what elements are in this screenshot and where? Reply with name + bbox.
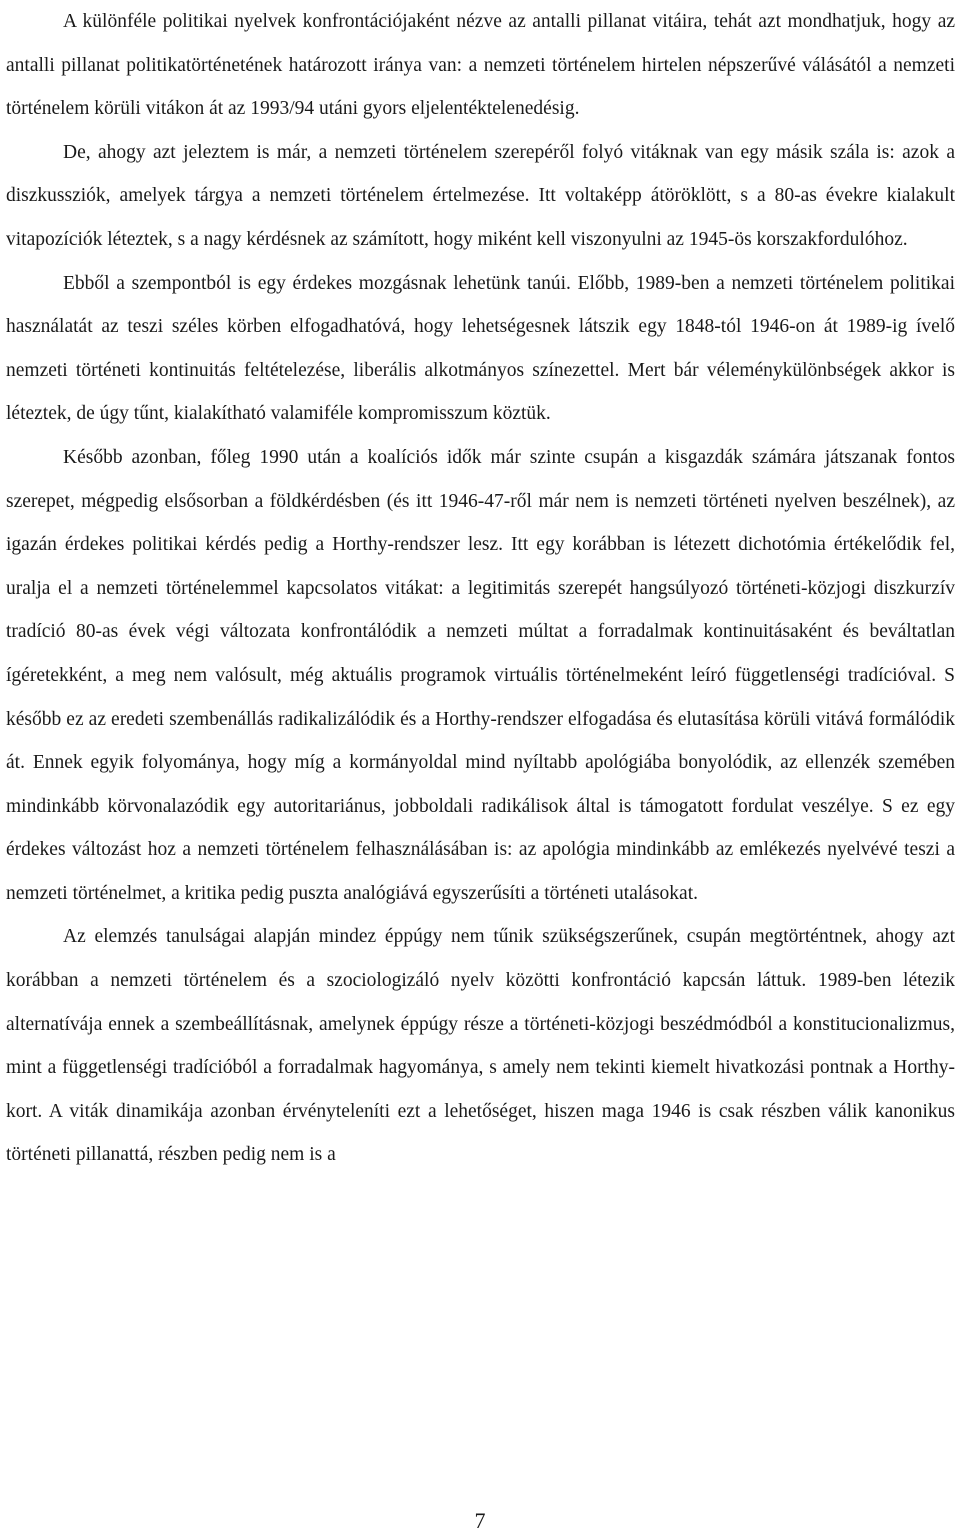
- document-page: [6, 0, 955, 1177]
- paragraph-3: Ebből a szempontból is egy érdekes mozgásnak lehetünk tanúi. Előbb, 1989-ben a nemzeti történelem politikai használatát az teszi széles körben elfogadhatóvá, hogy lehetségesnek látszik egy 1848-tól 1946-on át 1989-ig ívelő nemzeti történeti kontinuitás feltételezése, liberális alkotmányos színezettel. Mert bár véleménykülönbségek akkor is léteztek, de úgy tűnt, kialakítható valamiféle kompromisszum köztük.: [6, 272, 955, 425]
- paragraph-4: Később azonban, főleg 1990 után a koalíciós idők már szinte csupán a kisgazdák számára játszanak fontos szerepet, mégpedig elsősorban a földkérdésben (és itt 1946-47-ről már nem is nemzeti történeti nyelven beszélnek), az igazán érdekes politikai kérdés pedig a Horthy-rendszer lesz. Itt egy korábban is létezett dichotómia értékelődik fel, uralja el a nemzeti történelemmel kapcsolatos vitákat: a legitimitás szerepét hangsúlyozó történeti-közjogi diszkurzív tradíció 80-as évek végi változata konfrontálódik a nemzeti múltat a forradalmak kontinuitásaként és beváltatlan ígéretekként, a meg nem valósult, még aktuális programok virtuális történelmeként leíró függetlenségi tradícióval. S később ez az eredeti szembenállás radikalizálódik és a Horthy-rendszer elfogadása és elutasítása körüli vitává formálódik át. Ennek egyik folyománya, hogy míg a kormányoldal mind nyíltabb apológiába bonyolódik, az ellenzék szemében mindinkább körvonalazódik egy autoritariánus, jobboldali radikálisok által is támogatott fordulat veszélye. S ez egy érdekes változást hoz a nemzeti történelem felhasználásában is: az apológia mindinkább az emlékezés nyelvévé teszi a nemzeti történelmet, a kritika pedig puszta analógiává egyszerűsíti a történeti utalásokat.: [6, 446, 955, 904]
- paragraph-1: A különféle politikai nyelvek konfrontációjaként nézve az antalli pillanat vitáira, tehát azt mondhatjuk, hogy az antalli pillanat politikatörténetének határozott iránya van: a nemzeti történelem hirtelen népszerűvé válásától a nemzeti történelem körüli vitákon át az 1993/94 utáni gyors eljelentéktelenedésig.: [6, 11, 955, 120]
- paragraph-2: De, ahogy azt jeleztem is már, a nemzeti történelem szerepéről folyó vitáknak van egy másik szála is: azok a diszkussziók, amelyek tárgya a nemzeti történelem értelmezése. Itt voltaképp átöröklött, s a 80-as évekre kialakult vitapozíciók léteztek, s a nagy kérdésnek az számított, hogy miként kell viszonyulni az 1945-ös korszakfordulóhoz.: [6, 141, 955, 250]
- paragraph-5: Az elemzés tanulságai alapján mindez éppúgy nem tűnik szükségszerűnek, csupán megtörténtnek, ahogy azt korábban a nemzeti történelem és a szociologizáló nyelv közötti konfrontáció kapcsán láttuk. 1989-ben létezik alternatívája ennek a szembeállításnak, amelynek éppúgy része a történeti-közjogi beszédmódból a konstitucionalizmus, mint a függetlenségi tradícióból a forradalmak hagyománya, s amely nem tekinti kiemelt hivatkozási pontnak a Horthy-kort. A viták dinamikája azonban érvényteleníti ezt a lehetőséget, hiszen maga 1946 is csak részben válik kanonikus történeti pillanattá, részben pedig nem is a: [6, 926, 955, 1166]
- page-number: 7: [474, 1508, 486, 1533]
